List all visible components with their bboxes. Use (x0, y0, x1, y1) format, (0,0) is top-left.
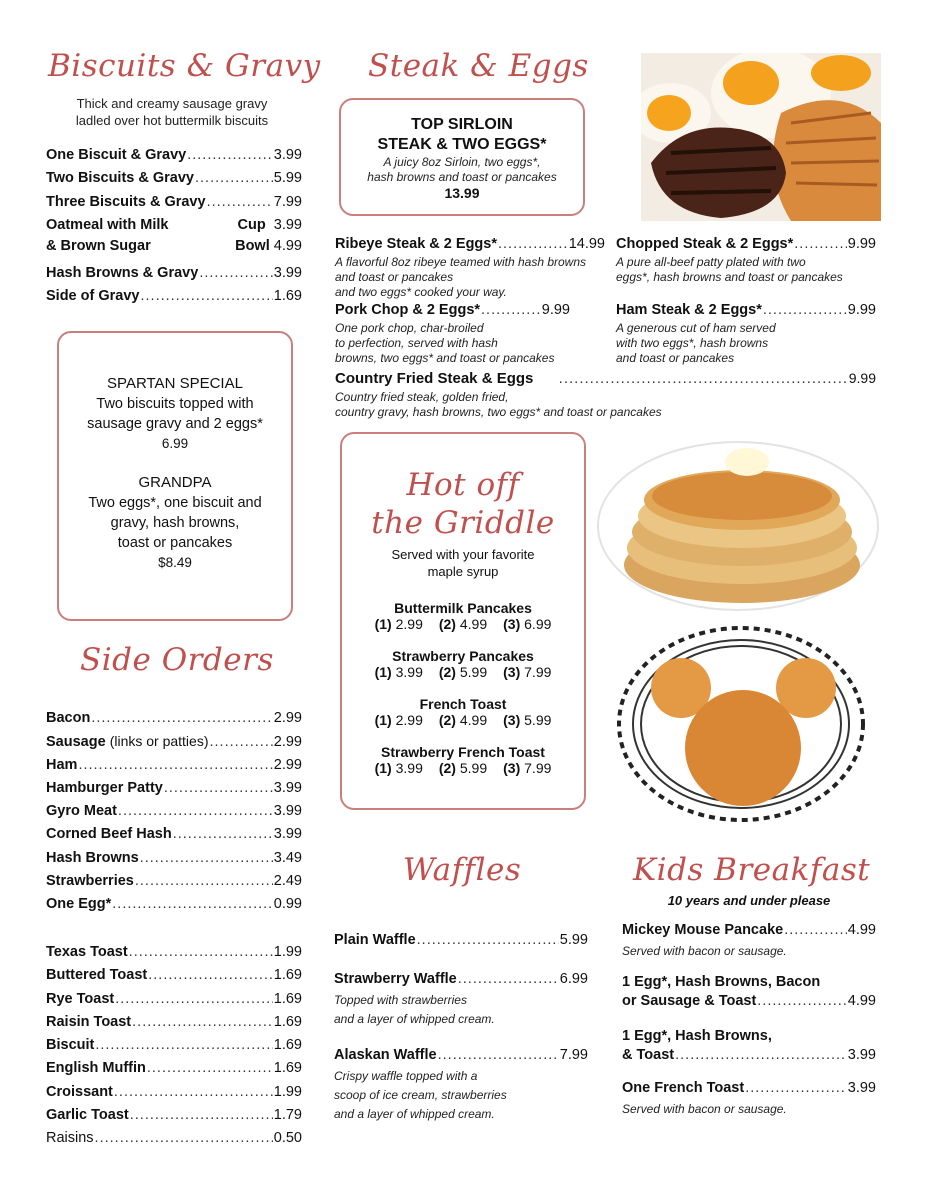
list-item: Bacon ..... 2.99 (46, 710, 302, 733)
biscuits-description: Thick and creamy sausage gravy ladled over hot buttermilk biscuits (75, 96, 269, 128)
list-item: Corned Beef Hash ..... 3.99 (46, 826, 302, 849)
side-orders-list-1 (46, 710, 302, 920)
list-item: 1 Egg*, Hash Browns, & Toast ..... 3.99 (622, 1026, 876, 1068)
top-sirloin-box: TOP SIRLOIN STEAK & TWO EGGS* A juicy 8oz Sirloin, two eggs*, hash browns and toast or pancakes 13.99 (339, 98, 585, 216)
grandpa-title: GRANDPA (138, 474, 212, 491)
steak-title: Steak & Eggs (368, 48, 589, 84)
list-item: Two Biscuits & Gravy ..... 5.99 (46, 170, 302, 193)
list-item: Side of Gravy ..... 1.69 (46, 288, 302, 311)
list-item: Sausage (links or patties) ..... 2.99 (46, 733, 302, 756)
kids-subtitle: 10 years and under please (667, 893, 831, 908)
waffles-title: Waffles (403, 852, 522, 888)
list-item: Ham ..... 2.99 (46, 757, 302, 780)
list-item: Plain Waffle ..... 5.99 (334, 932, 588, 952)
list-item: Croissant ..... 1.99 (46, 1084, 302, 1107)
list-item: Hash Browns & Gravy ..... 3.99 (46, 265, 302, 288)
steak-eggs-photo (641, 53, 881, 221)
side-orders-list-2 (46, 944, 302, 1154)
list-item: Rye Toast ..... 1.69 (46, 991, 302, 1014)
kids-title: Kids Breakfast (633, 852, 871, 888)
list-item: Three Biscuits & Gravy ..... 7.99 (46, 194, 302, 217)
list-item: One Egg* ..... 0.99 (46, 896, 302, 919)
pancakes-photo (597, 440, 879, 612)
list-item: Raisins ..... 0.50 (46, 1130, 302, 1153)
chopped-item: Chopped Steak & 2 Eggs* ..... 9.99 A pure all-beef patty plated with two eggs*, hash browns and toast or pancakes (616, 236, 876, 285)
list-item: Texas Toast ..... 1.99 (46, 944, 302, 967)
list-item: Raisin Toast ..... 1.69 (46, 1014, 302, 1037)
list-item: 1 Egg*, Hash Browns, Bacon or Sausage & Toast ..... 4.99 (622, 972, 876, 1014)
list-item: One French Toast ..... 3.99 Served with bacon or sausage. (622, 1080, 876, 1118)
side-orders-title: Side Orders (80, 642, 274, 678)
list-item: Biscuit ..... 1.69 (46, 1037, 302, 1060)
list-item: Gyro Meat ..... 3.99 (46, 803, 302, 826)
list-item: French Toast (1) 2.99 (2) 4.99 (3) 5.99 (374, 696, 552, 728)
oatmeal-item: Oatmeal with Milk & Brown Sugar Cup 3.99 Bowl 4.99 (46, 216, 302, 254)
spartan-title: SPARTAN SPECIAL (107, 375, 243, 392)
steak-eggs-image (641, 53, 881, 221)
biscuits-list (46, 147, 302, 311)
list-item: Strawberry Waffle ..... 6.99 Topped with strawberries and a layer of whipped cream. (334, 971, 588, 1029)
ribeye-item: Ribeye Steak & 2 Eggs* ..... 14.99 A flavorful 8oz ribeye teamed with hash browns and toast or pancakes and two eggs* cooked your way. (335, 236, 605, 300)
list-item: Hash Browns ..... 3.49 (46, 850, 302, 873)
mickey-pancake-photo (616, 626, 866, 822)
list-item: Strawberries ..... 2.49 (46, 873, 302, 896)
list-item: Alaskan Waffle ..... 7.99 Crispy waffle topped with a scoop of ice cream, strawberries and a layer of whipped cream. (334, 1047, 588, 1124)
ham-steak-item: Ham Steak & 2 Eggs* ..... 9.99 A generous cut of ham served with two eggs*, hash browns and toast or pancakes (616, 302, 876, 366)
list-item: One Biscuit & Gravy ..... 3.99 (46, 147, 302, 170)
griddle-box: Hot off the Griddle Served with your favorite maple syrup Buttermilk Pancakes (1) 2.99 (2) 4.99 (3) 6.99 Strawberry Pancakes (1) 3.99 (2) 5.99 (3) 7.99 French Toast (1) 2.99 (2) 4.99 (3) 5.99 Strawberry French Toast (1) 3.99 (2) 5.99 (3) 7.99 (340, 432, 586, 810)
country-fried-item: Country Fried Steak & Eggs ..... 9.99 Country fried steak, golden fried, country gravy, hash browns, two eggs* and toast or pancakes (335, 370, 876, 420)
list-item: Strawberry Pancakes (1) 3.99 (2) 5.99 (3) 7.99 (374, 648, 552, 680)
list-item: Buttered Toast ..... 1.69 (46, 967, 302, 990)
list-item: Hamburger Patty ..... 3.99 (46, 780, 302, 803)
list-item: Strawberry French Toast (1) 3.99 (2) 5.99 (3) 7.99 (374, 744, 552, 776)
list-item: Garlic Toast ..... 1.79 (46, 1107, 302, 1130)
list-item: Mickey Mouse Pancake ..... 4.99 Served with bacon or sausage. (622, 922, 876, 960)
pork-chop-item: Pork Chop & 2 Eggs* ..... 9.99 One pork chop, char-broiled to perfection, served with hash browns, two eggs* and toast or pancakes (335, 302, 570, 366)
list-item: English Muffin ..... 1.69 (46, 1060, 302, 1083)
specials-box: SPARTAN SPECIAL Two biscuits topped with sausage gravy and 2 eggs* 6.99 GRANDPA Two eggs*, one biscuit and gravy, hash browns, toast or pancakes $8.49 (57, 331, 293, 621)
pancakes-image (597, 440, 879, 612)
mickey-pancake-image (616, 626, 866, 822)
biscuits-title: Biscuits & Gravy (48, 48, 321, 84)
list-item: Buttermilk Pancakes (1) 2.99 (2) 4.99 (3) 6.99 (374, 600, 552, 632)
kids-list (622, 922, 876, 1118)
waffles-list (334, 932, 588, 1124)
